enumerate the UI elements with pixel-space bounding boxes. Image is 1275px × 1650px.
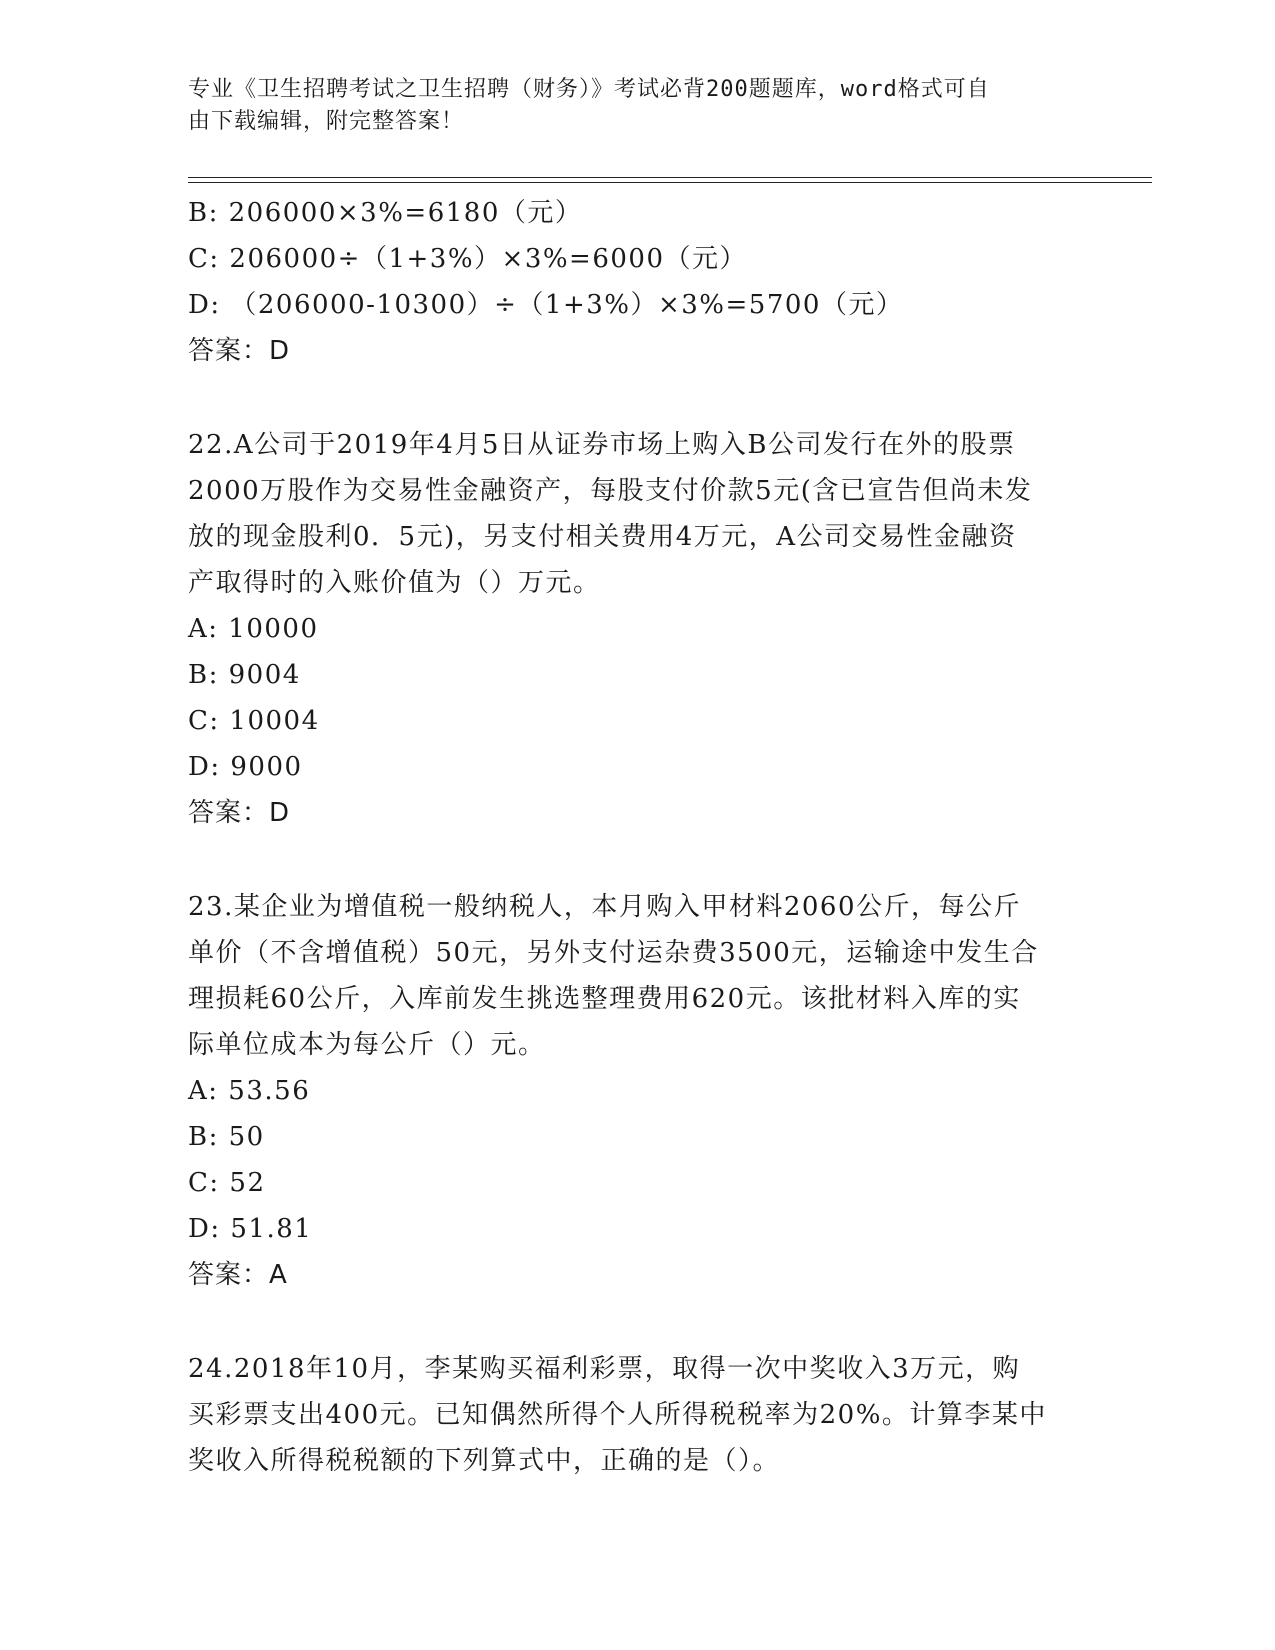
option-b: B: 50 [188,1122,265,1152]
question-text-line: 产取得时的入账价值为（）万元。 [188,568,601,598]
question-text-line: 单价（不含增值税）50元，另外支付运杂费3500元，运输途中发生合 [188,938,1039,968]
document-header [188,74,1088,138]
question-text-line: 22.A公司于2019年4月5日从证券市场上购入B公司发行在外的股票 [188,430,1016,460]
header-rule-bottom [188,182,1152,183]
question-text-line: 23.某企业为增值税一般纳税人，本月购入甲材料2060公斤，每公斤 [188,892,1022,922]
question-24 [188,1346,1088,1484]
answer-text: 答案：A [188,1260,288,1290]
spacer [188,1298,1088,1346]
option-a: A: 10000 [188,614,319,644]
option-d: D: （206000-10300）÷（1+3%）×3%=5700（元） [188,290,904,320]
option-b: B: 206000×3%=6180（元） [188,198,583,228]
option-c: C: 52 [188,1168,266,1198]
question-text-line: 2000万股作为交易性金融资产，每股支付价款5元(含已宣告但尚未发 [188,476,1033,506]
option-b: B: 9004 [188,660,301,690]
header-rule-top [188,177,1152,178]
question-text-line: 放的现金股利0．5元)，另支付相关费用4万元，A公司交易性金融资 [188,522,1017,552]
question-text-line: 奖收入所得税税额的下列算式中，正确的是（）。 [188,1446,781,1476]
spacer [188,836,1088,884]
answer-text: 答案：D [188,336,291,366]
header-line-2: 由下载编辑，附完整答案！ [188,109,465,134]
question-text-line: 理损耗60公斤，入库前发生挑选整理费用620元。该批材料入库的实 [188,984,1021,1014]
question-21-tail [188,190,1088,374]
option-a: A: 53.56 [188,1076,311,1106]
question-text-line: 买彩票支出400元。已知偶然所得个人所得税税率为20%。计算李某中 [188,1400,1047,1430]
spacer [188,374,1088,422]
question-text-line: 际单位成本为每公斤（）元。 [188,1030,546,1060]
document-body [188,190,1088,1484]
option-c: C: 206000÷（1+3%）×3%=6000（元） [188,244,748,274]
answer-text: 答案：D [188,798,291,828]
option-d: D: 51.81 [188,1214,313,1244]
question-22 [188,422,1088,836]
option-c: C: 10004 [188,706,320,736]
question-text-line: 24.2018年10月，李某购买福利彩票，取得一次中奖收入3万元，购 [188,1354,1021,1384]
header-line-1: 专业《卫生招聘考试之卫生招聘（财务）》考试必背200题题库，word格式可自 [188,77,990,102]
option-d: D: 9000 [188,752,303,782]
question-23 [188,884,1088,1298]
